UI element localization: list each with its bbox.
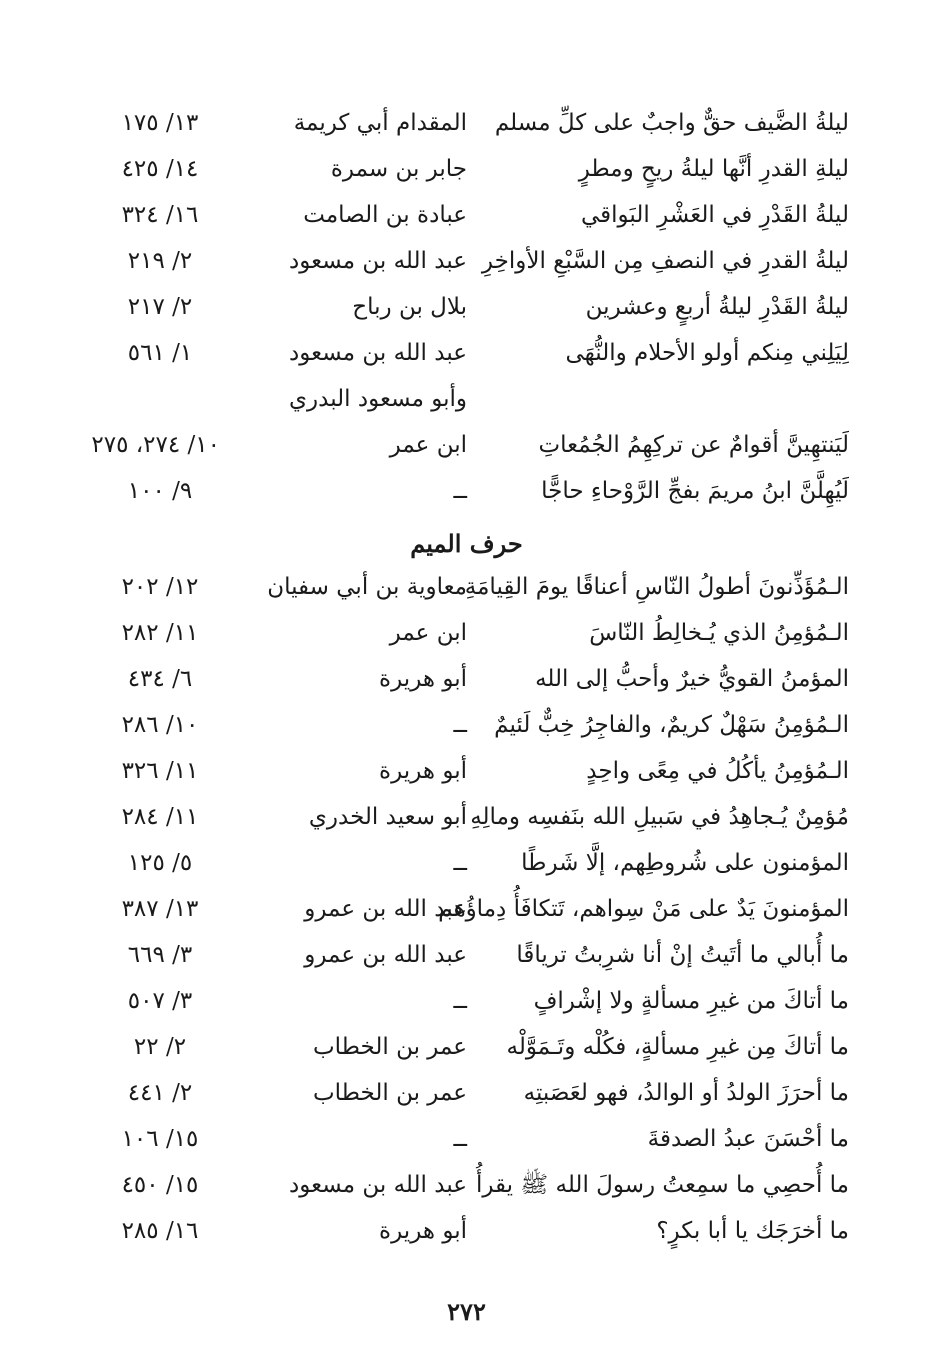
index-entry <box>0 840 933 886</box>
hadith-text: ليلةُ القَدْرِ ليلةُ أربعٍ وعشرين <box>585 294 849 320</box>
reference: ٢/ ٢١٧ <box>127 294 193 320</box>
hadith-text: ليلةُ القدرِ في النصفِ مِن السَّبْعِ الأواخِرِ <box>481 248 849 274</box>
hadith-text: الـمُؤمِنُ يأكُلُ في مِعًى واحِدٍ <box>586 758 849 784</box>
index-entry <box>0 468 933 514</box>
reference: ١٠/ ٢٨٦ <box>121 712 199 738</box>
narrator: ابن عمر <box>389 620 467 646</box>
hadith-text: ما أُحصِي ما سمِعتُ رسولَ الله ﷺ يقرأُ <box>475 1172 849 1198</box>
index-entry <box>0 1024 933 1070</box>
index-entry <box>0 100 933 146</box>
narrator: عبد الله بن عمرو <box>304 942 467 968</box>
index-entry <box>0 886 933 932</box>
index-entry <box>0 284 933 330</box>
reference: ١٢/ ٢٠٢ <box>121 574 199 600</box>
hadith-text: ليلةُ الضَّيف حقٌّ واجبٌ على كلِّ مسلم <box>494 110 849 136</box>
index-entry <box>0 376 933 422</box>
hadith-text: ما أخرَجَك يا أبا بكرٍ؟ <box>656 1218 849 1244</box>
hadith-text: مُؤمِنٌ يُـجاهِدُ في سَبيلِ الله بنَفسِه ومالِهِ <box>470 804 849 830</box>
reference: ٣/ ٦٦٩ <box>127 942 193 968</box>
narrator: ــ <box>453 478 467 504</box>
page-number: ٢٧٢ <box>447 1297 486 1326</box>
hadith-text: ما أحرَزَ الولدُ أو الوالدُ، فهو لعَصَبتِه <box>523 1080 849 1106</box>
index-entry <box>0 1116 933 1162</box>
narrator: عمر بن الخطاب <box>312 1080 467 1106</box>
reference: ١٦/ ٢٨٥ <box>121 1218 199 1244</box>
narrator: عبد الله بن عمرو <box>304 896 467 922</box>
narrator: ــ <box>453 850 467 876</box>
hadith-text: الـمُؤمِنُ سَهْلٌ كريمٌ، والفاجِرُ خِبٌّ لَئيمٌ <box>494 712 849 738</box>
hadith-text: ليلةُ القَدْرِ في العَشْرِ البَواقي <box>581 202 849 228</box>
hadith-text: لَيُهِلَّنَّ ابنُ مريمَ بفجِّ الرَّوْحاءِ حاجًّا <box>541 478 849 504</box>
hadith-text: المؤمنون على شُروطِهم، إلَّا شَرطًا <box>521 850 849 876</box>
hadith-text: ما أُبالي ما أتَيتُ إنْ أنا شرِبتُ ترياقًا <box>516 942 849 968</box>
reference: ١٣/ ٣٨٧ <box>121 896 199 922</box>
hadith-text: لِيَلِني مِنكم أولو الأحلام والنُّهَى <box>565 340 849 366</box>
index-entry <box>0 610 933 656</box>
reference: ٩/ ١٠٠ <box>127 478 193 504</box>
index-entry <box>0 330 933 376</box>
narrator: عبد الله بن مسعود <box>289 340 467 366</box>
narrator: وأبو مسعود البدري <box>289 386 467 412</box>
index-entry <box>0 748 933 794</box>
hadith-text: ليلةِ القدرِ أنَّها ليلةُ ريحٍ ومطرٍ <box>578 156 849 182</box>
narrator: عبد الله بن مسعود <box>289 1172 467 1198</box>
narrator: ابن عمر <box>389 432 467 458</box>
narrator: عبادة بن الصامت <box>303 202 467 228</box>
hadith-text: الـمُؤَذِّنونَ أطولُ النّاسِ أعناقًا يومَ القِيامَةِ <box>464 574 849 600</box>
index-entry <box>0 422 933 468</box>
narrator: بلال بن رباح <box>352 294 467 320</box>
narrator: ــ <box>453 1126 467 1152</box>
narrator: المقدام أبي كريمة <box>293 110 467 136</box>
narrator: أبو هريرة <box>379 666 467 692</box>
reference: ١٣/ ١٧٥ <box>121 110 199 136</box>
narrator: أبو هريرة <box>379 1218 467 1244</box>
reference: ٢/ ٢٢ <box>133 1034 187 1060</box>
hadith-text: المؤمنونَ يَدٌ على مَنْ سِواهم، تَتكافَأُ دِماؤُهم <box>438 896 849 922</box>
reference: ٥/ ١٢٥ <box>127 850 193 876</box>
reference: ١١/ ٢٨٤ <box>121 804 199 830</box>
narrator: أبو سعيد الخدري <box>308 804 467 830</box>
reference: ٢/ ٢١٩ <box>127 248 193 274</box>
narrator: أبو هريرة <box>379 758 467 784</box>
index-entry <box>0 1208 933 1254</box>
section-heading: حرف الميم <box>410 529 523 558</box>
hadith-text: المؤمنُ القويُّ خيرٌ وأحبُّ إلى الله <box>535 666 849 692</box>
reference: ١/ ٥٦١ <box>127 340 193 366</box>
reference: ٣/ ٥٠٧ <box>127 988 193 1014</box>
narrator: ــ <box>453 712 467 738</box>
reference: ٦/ ٤٣٤ <box>127 666 193 692</box>
narrator: عبد الله بن مسعود <box>289 248 467 274</box>
hadith-text: ما أتاكَ مِن غيرِ مسألةٍ، فكُلْه وتَـمَوَّلْه <box>506 1034 849 1060</box>
narrator: معاوية بن أبي سفيان <box>267 574 467 600</box>
index-entry <box>0 978 933 1024</box>
index-entry <box>0 238 933 284</box>
reference: ١١/ ٣٢٦ <box>121 758 199 784</box>
reference: ١٥/ ٤٥٠ <box>121 1172 199 1198</box>
index-entry <box>0 932 933 978</box>
narrator: جابر بن سمرة <box>330 156 467 182</box>
index-entry <box>0 564 933 610</box>
index-entry <box>0 1162 933 1208</box>
hadith-text: ما أتاكَ من غيرِ مسألةٍ ولا إشْرافٍ <box>533 988 849 1014</box>
reference: ١٠/ ٢٧٤، ٢٧٥ <box>91 432 220 458</box>
narrator: عمر بن الخطاب <box>312 1034 467 1060</box>
index-entry <box>0 656 933 702</box>
index-entry <box>0 702 933 748</box>
index-entry <box>0 794 933 840</box>
reference: ١٤/ ٤٢٥ <box>121 156 199 182</box>
index-entry <box>0 192 933 238</box>
narrator: ــ <box>453 988 467 1014</box>
reference <box>100 376 220 422</box>
hadith-text: الـمُؤمِنُ الذي يُـخالِطُ النّاسَ <box>589 620 849 646</box>
reference: ٢/ ٤٤١ <box>127 1080 193 1106</box>
reference: ١٦/ ٣٢٤ <box>121 202 199 228</box>
index-entry <box>0 1070 933 1116</box>
reference: ١١/ ٢٨٢ <box>121 620 199 646</box>
hadith-text: ما أحْسَنَ عبدُ الصدقةَ <box>647 1126 849 1152</box>
reference: ١٥/ ١٠٦ <box>121 1126 199 1152</box>
index-entry <box>0 146 933 192</box>
hadith-text: لَيَنتهِينَّ أقوامٌ عن تركِهِمُ الجُمُعاتِ <box>538 432 849 458</box>
